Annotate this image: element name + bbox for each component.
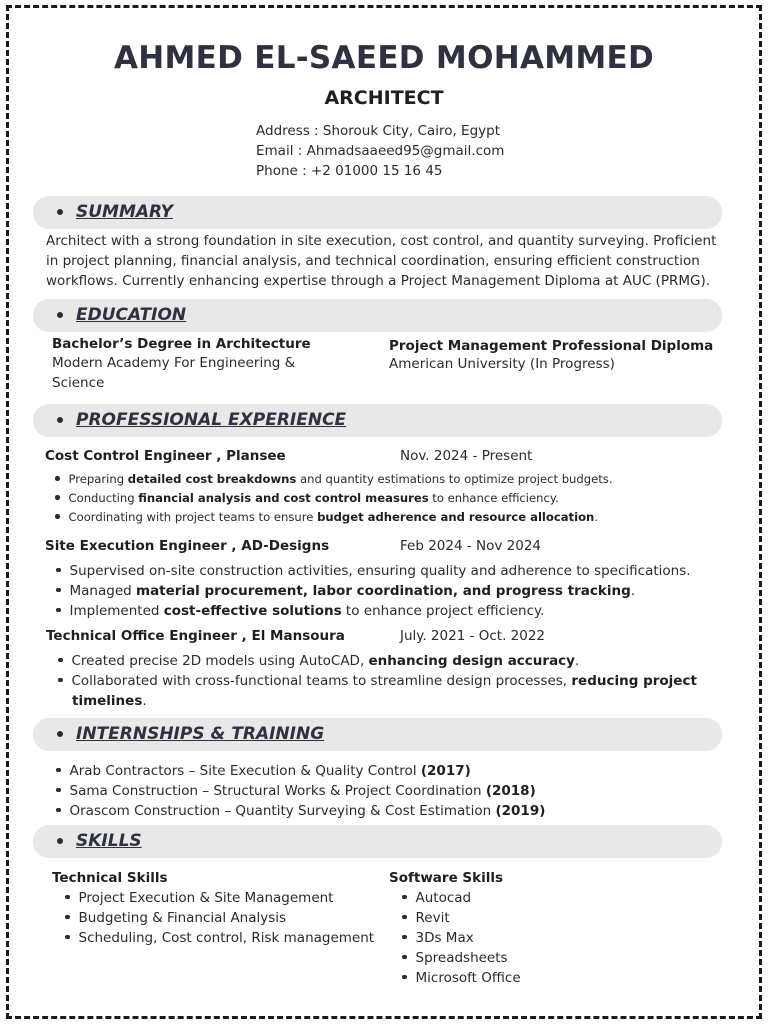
skill-item: Scheduling, Cost control, Risk management [65, 930, 374, 946]
skill-item: Microsoft Office [402, 970, 521, 986]
internship-item: Orascom Construction – Quantity Surveying & Cost Estimation (2019) [56, 803, 545, 819]
email-line: Email : Ahmadsaaeed95@gmail.com [256, 143, 505, 159]
bullet-icon [402, 935, 407, 940]
section-summary-header [33, 196, 722, 229]
summary-line: workflows. Currently enhancing expertise through a Project Management Diploma at AUC (PRMG). [46, 273, 711, 289]
job-title: Cost Control Engineer , Plansee [45, 448, 286, 464]
bullet-icon [65, 895, 70, 900]
job-title: Site Execution Engineer , AD-Designs [45, 538, 330, 554]
skill-item: Revit [402, 910, 450, 926]
job-date: Nov. 2024 - Present [400, 448, 533, 464]
bullet-icon [56, 768, 61, 773]
job-date: Feb 2024 - Nov 2024 [400, 538, 541, 554]
bullet-icon [56, 568, 61, 573]
bullet-icon [65, 935, 70, 940]
education-school: Science [52, 375, 105, 391]
bullet-icon [58, 678, 63, 683]
education-degree: Project Management Professional Diploma [389, 338, 714, 354]
technical-skills-title: Technical Skills [52, 870, 168, 886]
skill-item: Budgeting & Financial Analysis [65, 910, 286, 926]
job-bullet: Collaborated with cross-functional teams to streamline design processes, reducing project [58, 673, 697, 689]
education-degree: Bachelor’s Degree in Architecture [52, 336, 311, 352]
bullet-icon [57, 209, 63, 215]
bullet-icon [57, 417, 63, 423]
section-title: SKILLS [76, 831, 142, 851]
bullet-icon [402, 915, 407, 920]
bullet-icon [55, 495, 60, 500]
job-bullet: Managed material procurement, labor coordination, and progress tracking. [56, 583, 635, 599]
bullet-icon [56, 808, 61, 813]
section-experience-header [33, 404, 722, 437]
bullet-icon [56, 588, 61, 593]
bullet-icon [56, 608, 61, 613]
job-date: July. 2021 - Oct. 2022 [400, 628, 546, 644]
skill-item: Project Execution & Site Management [65, 890, 333, 906]
section-title: PROFESSIONAL EXPERIENCE [76, 410, 347, 430]
section-title: SUMMARY [76, 202, 173, 222]
job-bullet: Created precise 2D models using AutoCAD, enhancing design accuracy. [58, 653, 579, 669]
skill-item: 3Ds Max [402, 930, 474, 946]
bullet-icon [57, 312, 63, 318]
bullet-icon [55, 476, 60, 481]
summary-line: in project planning, financial analysis, and technical coordination, ensuring efficient construction [46, 253, 700, 269]
bullet-icon [402, 955, 407, 960]
skill-item: Spreadsheets [402, 950, 508, 966]
job-role: ARCHITECT [324, 87, 444, 109]
job-bullet: Preparing detailed cost breakdowns and quantity estimations to optimize project budgets. [55, 472, 613, 486]
phone-line: Phone : +2 01000 15 16 45 [256, 163, 443, 179]
candidate-name: AHMED EL-SAEED MOHAMMED [113, 40, 655, 76]
bullet-icon [57, 731, 63, 737]
skill-item: Autocad [402, 890, 471, 906]
address-line: Address : Shorouk City, Cairo, Egypt [256, 123, 500, 139]
education-school: Modern Academy For Engineering & [52, 355, 296, 371]
section-title: INTERNSHIPS & TRAINING [76, 724, 325, 744]
section-skills-header [33, 825, 722, 858]
bullet-icon [57, 838, 63, 844]
job-title: Technical Office Engineer , El Mansoura [46, 628, 345, 644]
section-internships-header [33, 718, 722, 751]
internship-item: Sama Construction – Structural Works & Project Coordination (2018) [56, 783, 536, 799]
job-bullet: Conducting financial analysis and cost control measures to enhance efficiency. [55, 491, 559, 505]
software-skills-title: Software Skills [389, 870, 504, 886]
section-title: EDUCATION [76, 305, 187, 325]
section-education-header [33, 299, 722, 332]
bullet-icon [402, 895, 407, 900]
job-bullet: Implemented cost-effective solutions to enhance project efficiency. [56, 603, 544, 619]
job-bullet: Coordinating with project teams to ensure budget adherence and resource allocation. [55, 510, 598, 524]
job-bullet: Supervised on-site construction activities, ensuring quality and adherence to specifications. [56, 563, 691, 579]
bullet-icon [402, 975, 407, 980]
bullet-icon [56, 788, 61, 793]
job-bullet-continuation: timelines. [72, 693, 147, 709]
internship-item: Arab Contractors – Site Execution & Quality Control (2017) [56, 763, 471, 779]
bullet-icon [55, 514, 60, 519]
bullet-icon [65, 915, 70, 920]
summary-line: Architect with a strong foundation in site execution, cost control, and quantity surveying. Proficient [46, 233, 717, 249]
bullet-icon [58, 658, 63, 663]
education-school: American University (In Progress) [389, 356, 615, 372]
